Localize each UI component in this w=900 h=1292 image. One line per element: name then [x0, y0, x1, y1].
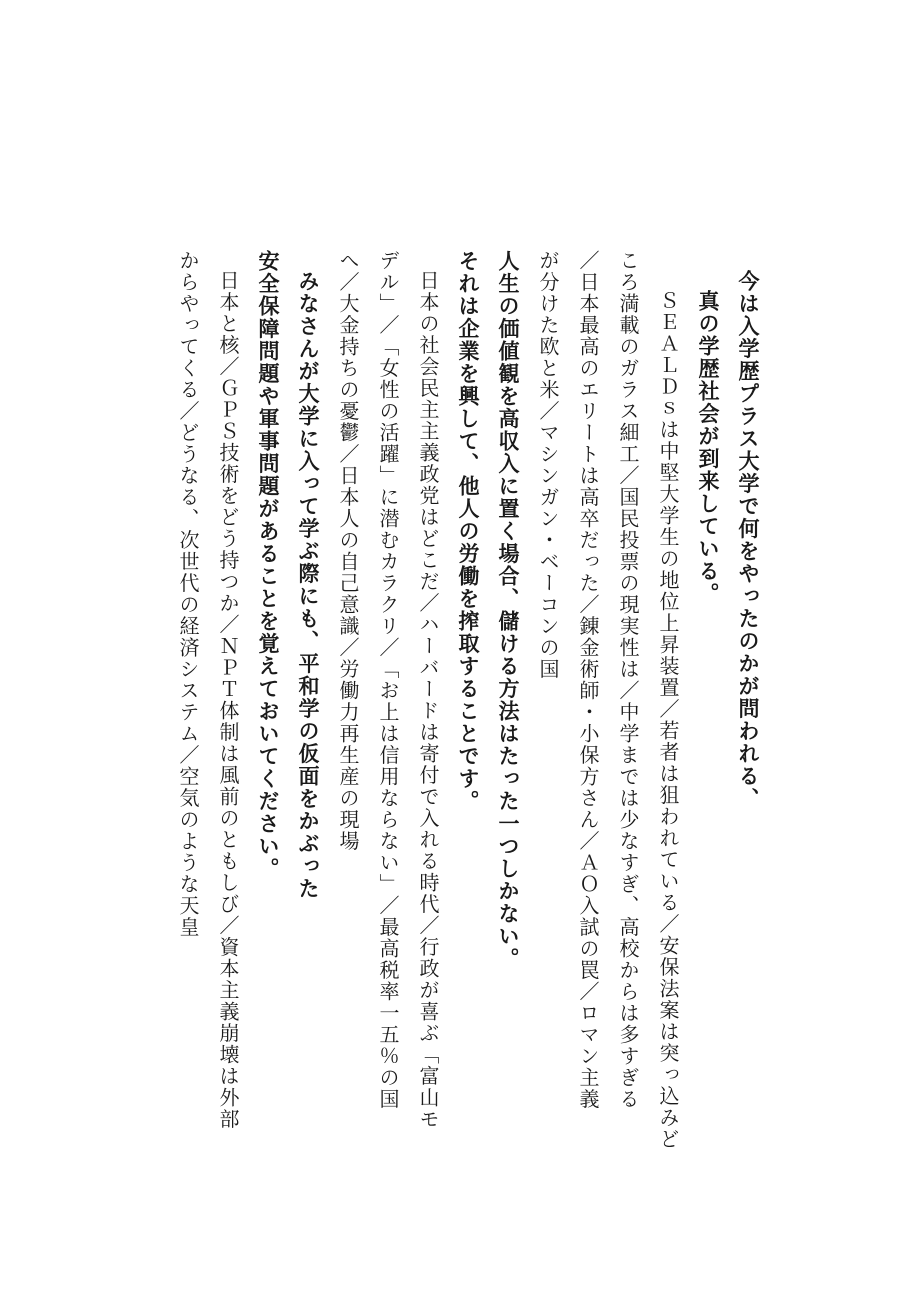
- section2-body-line1: 日本の社会民主主義政党はどこだ／ハーバードは寄付で入れる時代／行政が喜ぶ「富山モ: [416, 270, 440, 1130]
- section1-body-line1: ＳＥＡＬＤｓは中堅大学生の地位上昇装置／若者は狙われている／安保法案は突っ込みど: [656, 290, 680, 1150]
- section3-heading-line1: みなさんが大学に入って学ぶ際にも、平和学の仮面をかぶった: [296, 270, 320, 900]
- section3-body-line2: からやってくる／どうなる、次世代の経済システム／空気のような天皇: [176, 250, 200, 938]
- section2-heading-line2: それは企業を興して、他人の労働を搾取することです。: [456, 250, 480, 813]
- section3-heading-line2: 安全保障問題や軍事問題があることを覚えておいてください。: [256, 250, 280, 880]
- section1-heading-line1: 今は入学歴プラス大学で何をやったのかが問われる、: [736, 270, 760, 810]
- section2-heading-line1: 人生の価値観を高収入に置く場合、儲ける方法はたった一つしかない。: [496, 250, 520, 970]
- section2-body-line2: デル」／「女性の活躍」に潜むカラクリ／「お上は信用ならない」／最高税率一五％の国: [376, 250, 400, 1110]
- section1-heading-line2: 真の学歴社会が到来している。: [696, 290, 720, 605]
- section2-body-line3: へ／大金持ちの憂鬱／日本人の自己意識／労働力再生産の現場: [336, 250, 360, 852]
- vertical-text-block: [168, 250, 768, 1150]
- section1-body-line2: ころ満載のガラス細工／国民投票の現実性は／中学までは少なすぎ、高校からは多すぎる: [616, 250, 640, 1110]
- section1-body-line4: が分けた欧と米／マシンガン・ベーコンの国: [536, 250, 560, 680]
- section1-body-line3: ／日本最高のエリートは高卒だった／錬金術師・小保方さん／ＡＯ入試の罠／ロマン主義: [576, 250, 600, 1110]
- section3-body-line1: 日本と核／ＧＰＳ技術をどう持つか／ＮＰＴ体制は風前のともしび／資本主義崩壊は外部: [216, 270, 240, 1130]
